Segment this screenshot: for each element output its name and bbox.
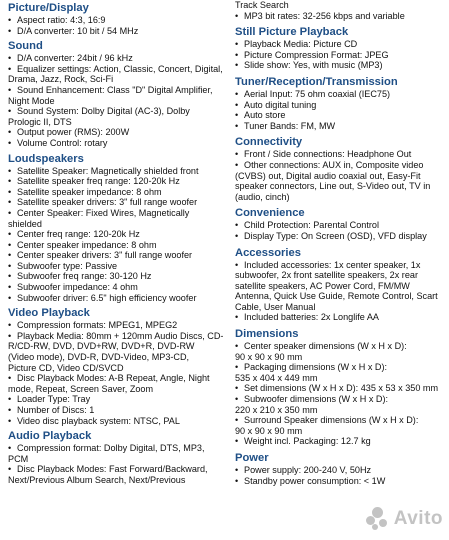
section-heading: Picture/Display [8, 2, 89, 14]
spec-item-continued: 220 x 210 x 350 mm [235, 404, 318, 415]
section-heading: Audio Playback [8, 430, 92, 443]
spec-item-continued: Drama, Jazz, Rock, Sci-Fi [8, 74, 114, 85]
spec-item-continued: satellite speakers, AC Power Cord, FM/MW [235, 280, 410, 291]
spec-item: • Playback Media: Picture CD [235, 39, 447, 50]
spec-item-continued: R/CD-RW, DVD, DVD+RW, DVD+R, DVD-RW [8, 341, 195, 352]
spec-item: • Aspect ratio: 4:3, 16:9 [8, 15, 230, 26]
spec-item: • Auto digital tuning [235, 100, 447, 111]
spec-item: • Center Speaker: Fixed Wires, Magnetically [8, 208, 230, 219]
spec-item: • Compression formats: MPEG1, MPEG2 [8, 320, 230, 331]
section-heading: Connectivity [235, 136, 303, 149]
spec-item: • Display Type: On Screen (OSD), VFD display [235, 231, 447, 242]
spec-item: • Subwoofer freq range: 30-120 Hz [8, 271, 230, 282]
spec-item: • Center speaker drivers: 3" full range woofer [8, 250, 230, 261]
spec-item-continued: Cable, User Manual [235, 301, 316, 312]
spec-item: • Aerial Input: 75 ohm coaxial (IEC75) [235, 89, 447, 100]
spec-list [8, 443, 230, 485]
spec-item: • Video disc playback system: NTSC, PAL [8, 416, 230, 427]
spec-item: • Equalizer settings: Action, Classic, Concert, Digital, [8, 64, 230, 75]
spec-list [235, 260, 447, 324]
section-heading: Power [235, 452, 269, 464]
section-accessories [235, 247, 447, 324]
spec-item-continued: speaker connectors, Line out, S-Video out, TV in [235, 181, 431, 192]
section-video-playback [8, 307, 230, 426]
spec-list [235, 149, 447, 202]
section-heading: Video Playback [8, 307, 90, 320]
section-convenience [235, 207, 447, 241]
spec-item: • Included accessories: 1x center speaker, 1x [235, 260, 447, 271]
section-audio-playback [8, 430, 230, 485]
spec-item: • Tuner Bands: FM, MW [235, 121, 447, 132]
spec-item-continued: PCM [8, 453, 29, 464]
section-heading: Still Picture Playback [235, 26, 349, 39]
section-loudspeakers [8, 153, 230, 304]
spec-item-continued: Track Search [235, 0, 289, 10]
spec-item: • Subwoofer type: Passive [8, 261, 230, 272]
spec-item-continued: subwoofer, 2x front satellite speakers, 2x rear [235, 270, 418, 281]
spec-item: • Sound Enhancement: Class "D" Digital Amplifier, [8, 85, 230, 96]
spec-item-continued: (CVBS) out, Digital audio coaxial out, Easy-Fit [235, 170, 421, 181]
spec-item: • Packaging dimensions (W x H x D): [235, 362, 447, 373]
spec-item-continued: Next/Previous Album Search, Next/Previous [8, 474, 186, 485]
spec-item-continued: Prologic II, DTS [8, 116, 72, 127]
spec-item: • Standby power consumption: < 1W [235, 476, 447, 487]
spec-item: • Slide show: Yes, with music (MP3) [235, 60, 447, 71]
section-picture-display [8, 2, 230, 36]
spec-item: • Satellite speaker drivers: 3" full range woofer [8, 197, 230, 208]
spec-list [8, 53, 230, 148]
spec-item-continued: mode, Repeat, Screen Saver, Zoom [8, 383, 154, 394]
spec-item: • Volume Control: rotary [8, 138, 230, 149]
spec-item: • Picture Compression Format: JPEG [235, 50, 447, 61]
spec-item-continued: (Video mode), DVD-R, DVD-Video, MP3-CD, [8, 352, 190, 363]
section-heading: Loudspeakers [8, 152, 84, 165]
spec-item: • D/A converter: 24bit / 96 kHz [8, 53, 230, 64]
spec-item: • Sound System: Dolby Digital (AC-3), Dolby [8, 106, 230, 117]
spec-item-continued: 535 x 404 x 449 mm [235, 372, 318, 383]
spec-item: • Center speaker dimensions (W x H x D): [235, 341, 447, 352]
section-heading: Sound [8, 40, 43, 53]
avito-watermark [366, 507, 443, 531]
spec-list [235, 220, 447, 241]
section-still-picture-playback [235, 26, 447, 71]
spec-item-continued: Antenna, Quick Use Guide, Remote Control, Scart [235, 291, 438, 302]
section-dimensions [235, 328, 447, 447]
section-continued [235, 0, 447, 21]
spec-item: • Disc Playback Modes: A-B Repeat, Angle, Night [8, 373, 230, 384]
spec-item-continued: Night Mode [8, 95, 55, 106]
spec-item: • Set dimensions (W x H x D): 435 x 53 x 350 mm [235, 383, 447, 394]
avito-logo-icon [366, 507, 390, 531]
spec-item: • Center speaker impedance: 8 ohm [8, 240, 230, 251]
spec-list [8, 15, 230, 36]
spec-list [235, 89, 447, 131]
spec-item-continued: Picture CD, Video CD/SVCD [8, 362, 124, 373]
spec-item: • Playback Media: 80mm + 120mm Audio Discs, CD- [8, 331, 230, 342]
spec-item-continued: 90 x 90 x 90 mm [235, 425, 303, 436]
section-connectivity [235, 136, 447, 202]
section-heading: Convenience [235, 207, 305, 220]
spec-item: • Number of Discs: 1 [8, 405, 230, 416]
spec-item: • Child Protection: Parental Control [235, 220, 447, 231]
spec-item: • Front / Side connections: Headphone Out [235, 149, 447, 160]
spec-item: • Subwoofer dimensions (W x H x D): [235, 394, 447, 405]
section-sound [8, 40, 230, 148]
spec-item: • Auto store [235, 110, 447, 121]
section-heading: Tuner/Reception/Transmission [235, 75, 398, 88]
spec-item: • Subwoofer driver: 6.5" high efficiency woofer [8, 293, 230, 304]
spec-item-continued: (audio, cinch) [235, 191, 290, 202]
spec-item: • Compression format: Dolby Digital, DTS, MP3, [8, 443, 230, 454]
right-column [235, 0, 447, 486]
spec-item: • Weight incl. Packaging: 12.7 kg [235, 436, 447, 447]
spec-list [235, 341, 447, 447]
section-heading: Dimensions [235, 328, 299, 341]
spec-item: • Satellite Speaker: Magnetically shielded front [8, 166, 230, 177]
section-power [235, 452, 447, 486]
spec-item: • Satellite speaker impedance: 8 ohm [8, 187, 230, 198]
spec-item: • Center freq range: 120-20k Hz [8, 229, 230, 240]
spec-item: • D/A converter: 10 bit / 54 MHz [8, 26, 230, 37]
watermark-text: Avito [393, 508, 443, 529]
spec-item-continued: 90 x 90 x 90 mm [235, 351, 303, 362]
spec-item: • MP3 bit rates: 32-256 kbps and variable [235, 11, 447, 22]
spec-item: • Disc Playback Modes: Fast Forward/Backward, [8, 464, 230, 475]
spec-item: • Subwoofer impedance: 4 ohm [8, 282, 230, 293]
left-column [8, 2, 230, 486]
spec-item: • Other connections: AUX in, Composite video [235, 160, 447, 171]
spec-list [235, 465, 447, 486]
spec-item: • Included batteries: 2x Longlife AA [235, 312, 447, 323]
section-heading: Accessories [235, 246, 301, 259]
section-tuner-reception-transmission [235, 76, 447, 131]
spec-list [235, 0, 447, 21]
spec-item: • Output power (RMS): 200W [8, 127, 230, 138]
spec-list [8, 166, 230, 304]
spec-item: • Satellite speaker freq range: 120-20k Hz [8, 176, 230, 187]
spec-list [235, 39, 447, 71]
spec-item: • Surround Speaker dimensions (W x H x D): [235, 415, 447, 426]
spec-item-continued: shielded [8, 218, 42, 229]
spec-item: • Loader Type: Tray [8, 394, 230, 405]
spec-item: • Power supply: 200-240 V, 50Hz [235, 465, 447, 476]
spec-list [8, 320, 230, 426]
